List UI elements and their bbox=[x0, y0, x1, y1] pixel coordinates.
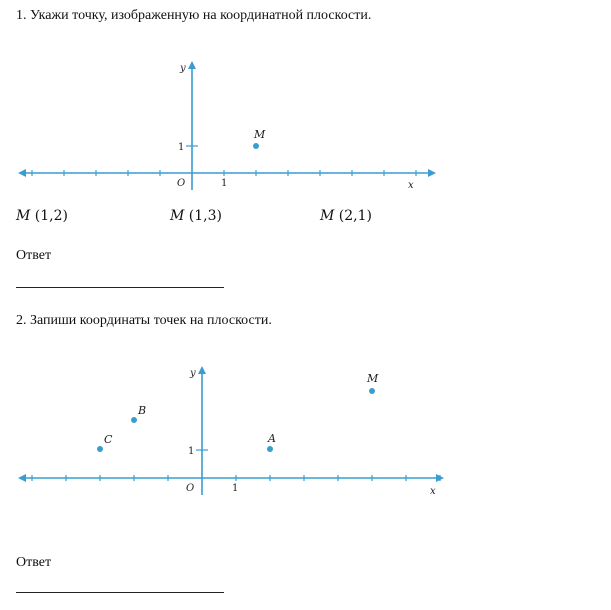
option-2 bbox=[170, 208, 222, 224]
points bbox=[97, 372, 379, 452]
point-a bbox=[267, 446, 273, 452]
option-2-point: M bbox=[170, 208, 185, 224]
point-m-label: M bbox=[254, 128, 266, 141]
x-tick-label-1: 1 bbox=[221, 178, 228, 189]
y-tick-label-1: 1 bbox=[178, 142, 185, 153]
option-1-coords: (1,2) bbox=[34, 208, 68, 224]
option-1-point: M bbox=[16, 208, 31, 224]
coordinate-plane-2 bbox=[0, 357, 611, 507]
y-axis-label: y bbox=[180, 63, 186, 74]
y-axis-arrow-icon bbox=[198, 366, 206, 374]
option-3-coords: (2,1) bbox=[338, 208, 372, 224]
y-axis-label: y bbox=[190, 368, 196, 379]
point-b bbox=[131, 417, 137, 423]
origin-label: O bbox=[186, 483, 195, 494]
option-3-point: M bbox=[320, 208, 335, 224]
option-2-coords: (1,3) bbox=[188, 208, 222, 224]
x-axis-label: x bbox=[408, 180, 414, 191]
point-m bbox=[253, 143, 259, 149]
x-axis-left-arrow-icon bbox=[18, 474, 26, 482]
point-b-label: B bbox=[138, 404, 147, 417]
x-axis-left-arrow-icon bbox=[18, 169, 26, 177]
point-a-label: A bbox=[268, 432, 276, 445]
option-3 bbox=[320, 208, 372, 224]
answer-line-1[interactable] bbox=[16, 287, 224, 288]
x-tick-label-1: 1 bbox=[232, 483, 239, 494]
question-1-title: 1. Укажи точку, изображенную на координатной плоскости. bbox=[16, 8, 372, 23]
point-c-label: C bbox=[104, 433, 113, 446]
coordinate-plane-1 bbox=[0, 52, 611, 202]
option-1 bbox=[16, 208, 68, 224]
question-2-title: 2. Запиши координаты точек на плоскости. bbox=[16, 313, 272, 328]
point-c bbox=[97, 446, 103, 452]
x-axis-label: x bbox=[430, 486, 436, 497]
origin-label: O bbox=[177, 178, 186, 189]
x-axis-arrow-icon bbox=[428, 169, 436, 177]
y-tick-label-1: 1 bbox=[188, 446, 195, 457]
point-m bbox=[369, 388, 375, 394]
answer-label-1: Ответ bbox=[16, 248, 52, 263]
answer-label-2: Ответ bbox=[16, 555, 52, 570]
answer-line-2[interactable] bbox=[16, 592, 224, 593]
point-m-label: M bbox=[367, 372, 379, 385]
y-axis-arrow-icon bbox=[188, 61, 196, 69]
